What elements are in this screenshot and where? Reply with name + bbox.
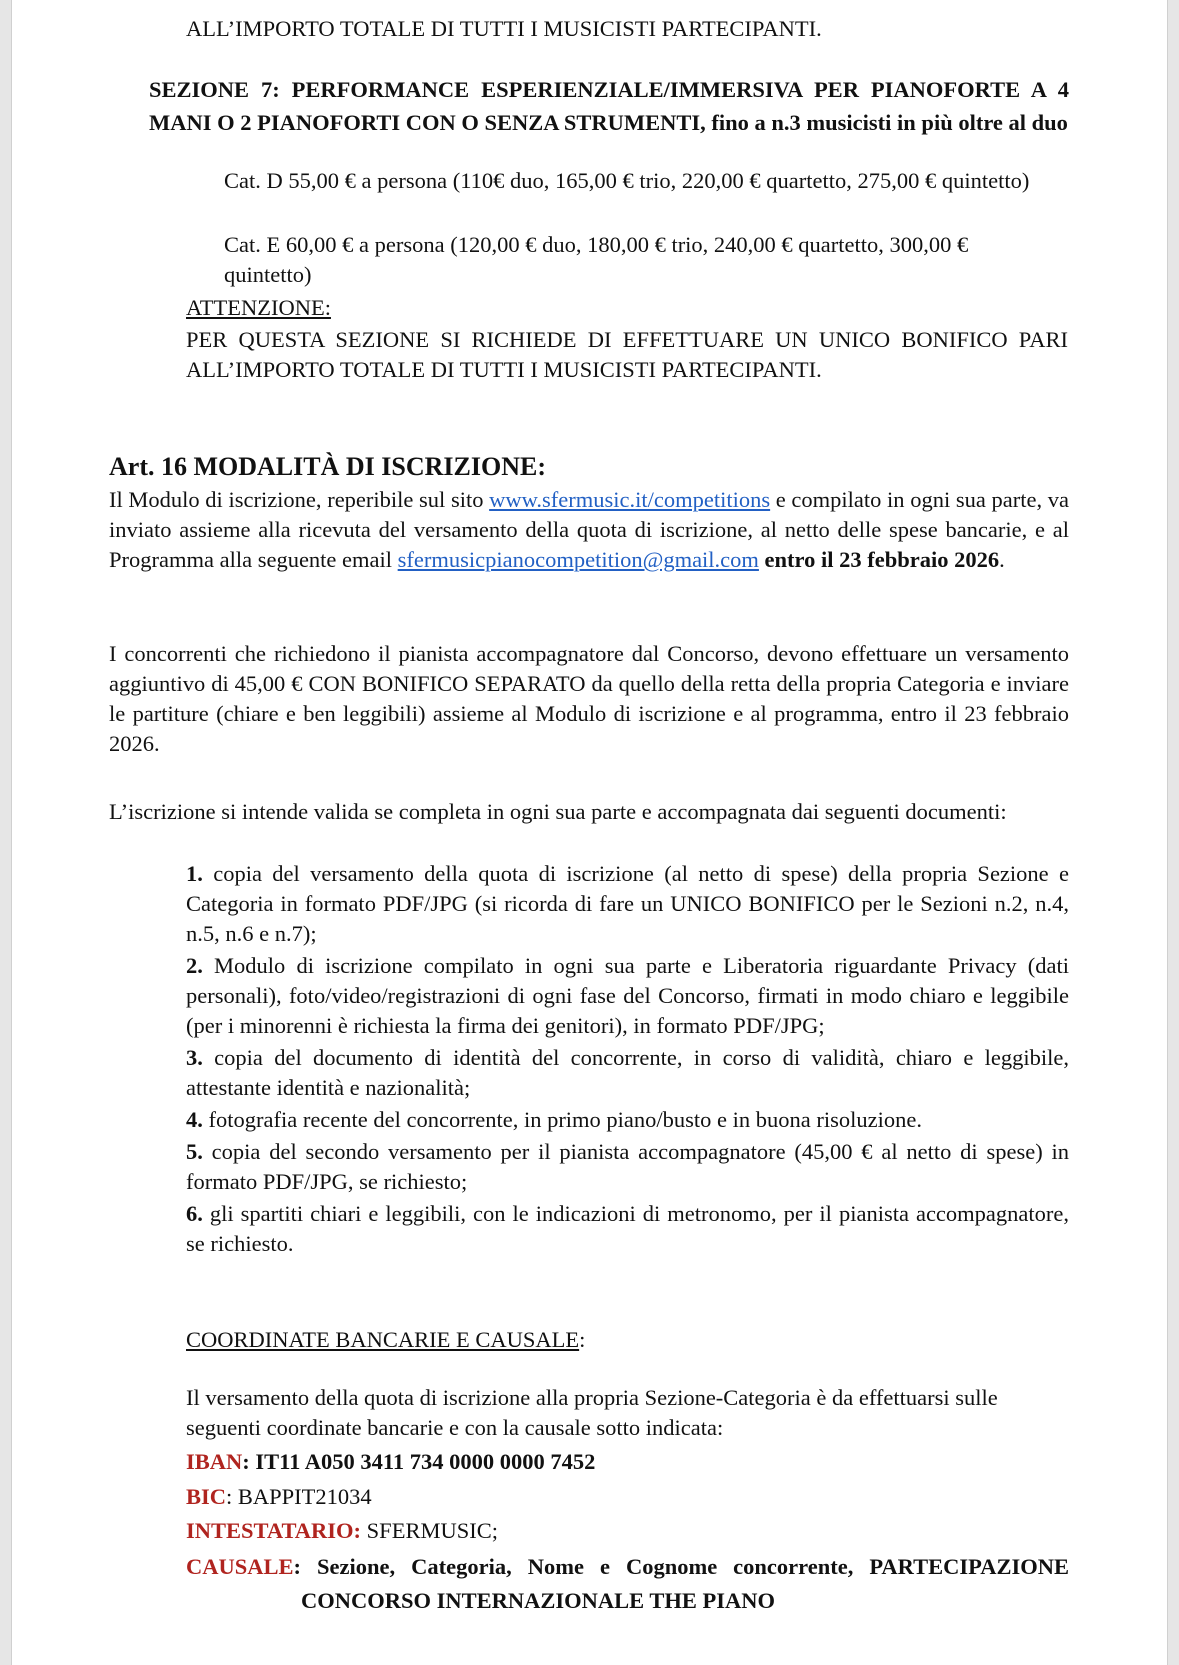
- causale-line: [186, 1550, 1069, 1618]
- cat-d: Cat. D 55,00 € a persona (110€ duo, 165,00 € trio, 220,00 € quartetto, 275,00 € quintetto): [224, 168, 1030, 193]
- item-number: 5.: [186, 1139, 203, 1164]
- attention-label: ATTENZIONE:: [186, 295, 331, 320]
- iban-line: [186, 1447, 595, 1477]
- p1-end: .: [999, 547, 1005, 572]
- document-item: [186, 1199, 1069, 1259]
- item-text: copia del secondo versamento per il pianista accompagnatore (45,00 € al netto di spese) in formato PDF/JPG, se richiesto;: [186, 1139, 1069, 1194]
- p1-text-2: e compilato in ogni sua parte, va inviato assieme alla ricevuta del versamento della quota di iscrizione, al netto delle spese bancarie, e al Programma alla seguente email: [109, 487, 1069, 572]
- bic-value: : BAPPIT21034: [226, 1484, 372, 1509]
- page-left-edge: [0, 0, 12, 1665]
- website-link[interactable]: www.sfermusic.it/competitions: [489, 487, 771, 512]
- document-item: [186, 1137, 1069, 1197]
- bic-label: BIC: [186, 1484, 227, 1509]
- art16-paragraph-3: L’iscrizione si intende valida se completa in ogni sua parte e accompagnata dai seguenti documenti:: [109, 799, 1007, 824]
- bank-title: [186, 1325, 585, 1355]
- bank-intro: Il versamento della quota di iscrizione alla propria Sezione-Categoria è da effettuarsi sulle seguenti coordinate bancarie e con la causale sotto indicata:: [186, 1385, 998, 1440]
- bank-title-text: COORDINATE BANCARIE E CAUSALE: [186, 1327, 580, 1352]
- holder-value: SFERMUSIC;: [361, 1518, 498, 1543]
- causale-value: : Sezione, Categoria, Nome e Cognome concorrente, PARTECIPAZIONE CONCORSO INTERNAZIONALE THE PIANO: [293, 1554, 1069, 1613]
- p1-text: Il Modulo di iscrizione, reperibile sul sito: [109, 487, 490, 512]
- item-text: gli spartiti chiari e leggibili, con le indicazioni di metronomo, per il pianista accompagnatore, se richiesto.: [186, 1201, 1069, 1256]
- bank-title-colon: :: [579, 1327, 586, 1352]
- holder-label: INTESTATARIO:: [186, 1518, 362, 1543]
- item-text: fotografia recente del concorrente, in primo piano/busto e in buona risoluzione.: [202, 1107, 923, 1132]
- bic-line: [186, 1482, 372, 1512]
- deadline: entro il 23 febbraio 2026: [758, 547, 1000, 572]
- cat-e: Cat. E 60,00 € a persona (120,00 € duo, 180,00 € trio, 240,00 € quartetto, 300,00 € quintetto): [224, 232, 969, 287]
- email-link[interactable]: sfermusicpianocompetition@gmail.com: [397, 547, 759, 572]
- art16-paragraph-1: [109, 485, 1069, 575]
- iban-label: IBAN: [186, 1449, 243, 1474]
- document-item: [186, 951, 1069, 1041]
- item-number: 2.: [186, 953, 203, 978]
- item-text: Modulo di iscrizione compilato in ogni sua parte e Liberatoria riguardante Privacy (dati personali), foto/video/registrazioni di ogni fase del Concorso, firmati in modo chiaro e leggibile (per i minorenni è richiesta la firma dei genitori), in formato PDF/JPG;: [186, 953, 1069, 1038]
- iban-value: : IT11 A050 3411 734 0000 0000 7452: [242, 1449, 596, 1474]
- document-item: [186, 1043, 1069, 1103]
- documents-list: [186, 859, 1069, 1261]
- causale-label: CAUSALE: [186, 1554, 294, 1579]
- holder-line: [186, 1516, 498, 1546]
- item-text: copia del documento di identità del concorrente, in corso di validità, chiaro e leggibile, attestante identità e nazionalità;: [186, 1045, 1069, 1100]
- page-right-edge: [1167, 0, 1179, 1665]
- document-item: [186, 859, 1069, 949]
- art16-title: Art. 16 MODALITÀ DI ISCRIZIONE:: [109, 452, 546, 481]
- art16-paragraph-2: I concorrenti che richiedono il pianista accompagnatore dal Concorso, devono effettuare un versamento aggiuntivo di 45,00 € CON BONIFICO SEPARATO da quello della retta della propria Categoria e inviare le partiture (chiare e ben leggibili) assieme al Modulo di iscrizione e al programma, entro il 23 febbraio 2026.: [109, 641, 1069, 756]
- item-number: 3.: [186, 1045, 203, 1070]
- item-number: 6.: [186, 1201, 203, 1226]
- item-number: 1.: [186, 861, 203, 886]
- document-item: [186, 1105, 1069, 1135]
- sezione7-heading: SEZIONE 7: PERFORMANCE ESPERIENZIALE/IMMERSIVA PER PIANOFORTE A 4 MANI O 2 PIANOFORTI CON O SENZA STRUMENTI, fino a n.3 musicisti in più oltre al duo: [149, 77, 1069, 135]
- top-line: ALL’IMPORTO TOTALE DI TUTTI I MUSICISTI PARTECIPANTI.: [186, 16, 822, 41]
- attention-text: PER QUESTA SEZIONE SI RICHIEDE DI EFFETTUARE UN UNICO BONIFICO PARI ALL’IMPORTO TOTALE DI TUTTI I MUSICISTI PARTECIPANTI.: [186, 327, 1068, 382]
- item-number: 4.: [186, 1107, 203, 1132]
- item-text: copia del versamento della quota di iscrizione (al netto di spese) della propria Sezione e Categoria in formato PDF/JPG (si ricorda di fare un UNICO BONIFICO per le Sezioni n.2, n.4, n.5, n.6 e n.7);: [186, 861, 1069, 946]
